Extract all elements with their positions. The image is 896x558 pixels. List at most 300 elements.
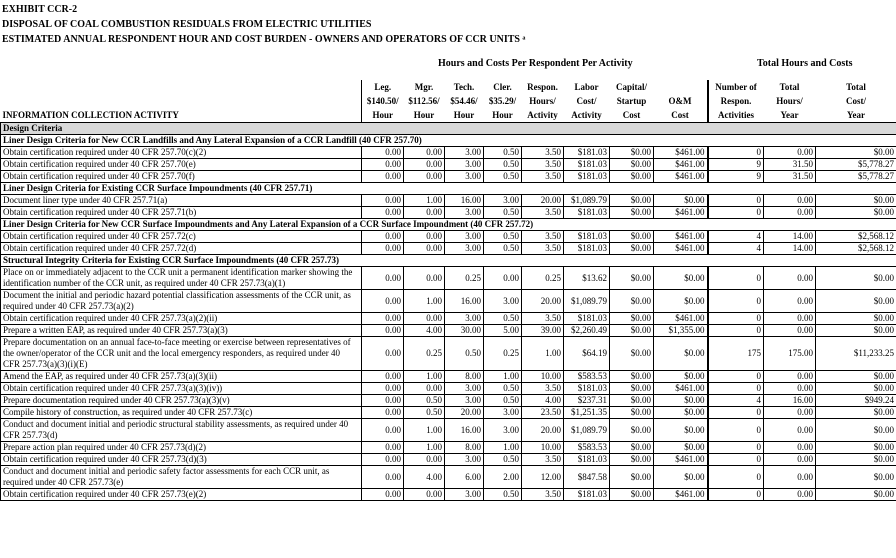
capital-cost-cell: $0.00 <box>610 489 654 501</box>
capital-cost-cell: $0.00 <box>610 267 654 290</box>
respon-hours-cell: 3.50 <box>522 454 564 466</box>
total-cost-cell: $0.00 <box>816 371 896 383</box>
leg-hours-cell: 0.00 <box>362 442 404 454</box>
labor-cost-cell: $181.03 <box>564 489 610 501</box>
leg-hours-cell: 0.00 <box>362 337 404 371</box>
col-tech: Tech. $54.46/ Hour <box>450 82 478 120</box>
total-cost-cell: $2,568.12 <box>816 231 896 243</box>
leg-hours-cell: 0.00 <box>362 454 404 466</box>
cler-hours-cell: 0.25 <box>484 337 522 371</box>
total-hours-cell: 0.00 <box>764 407 816 419</box>
exhibit-header <box>0 0 896 47</box>
tech-hours-cell: 3.00 <box>445 243 484 255</box>
activity-cell: Prepare a written EAP, as required under 40 CFR 257.73(a)(3) <box>1 325 362 337</box>
column-group-headers <box>0 58 896 80</box>
mgr-hours-cell: 0.00 <box>404 147 445 159</box>
col-number-activities: Number of Respon. Activities <box>708 80 764 123</box>
capital-cost-cell: $0.00 <box>610 171 654 183</box>
number-activities-cell: 0 <box>708 442 764 454</box>
tech-hours-cell: 16.00 <box>445 195 484 207</box>
col-activity: INFORMATION COLLECTION ACTIVITY <box>2 110 179 120</box>
activity-cell: Obtain certification required under 40 CFR 257.70(f) <box>1 171 362 183</box>
number-activities-cell: 0 <box>708 489 764 501</box>
tech-hours-cell: 0.50 <box>445 337 484 371</box>
labor-cost-cell: $181.03 <box>564 313 610 325</box>
total-cost-cell: $949.24 <box>816 395 896 407</box>
subsection-header-row <box>1 219 896 231</box>
mgr-hours-cell: 0.00 <box>404 313 445 325</box>
capital-cost-cell: $0.00 <box>610 371 654 383</box>
tech-hours-cell: 3.00 <box>445 231 484 243</box>
section-title: Design Criteria <box>1 123 896 135</box>
number-activities-cell: 0 <box>708 290 764 313</box>
mgr-hours-cell: 0.00 <box>404 171 445 183</box>
om-cost-cell: $0.00 <box>654 290 708 313</box>
subsection-title: Liner Design Criteria for Existing CCR Surface Impoundments (40 CFR 257.71) <box>1 183 896 195</box>
activity-cell: Conduct and document initial and periodic structural stability assessments, as required under 40 CFR 257.73(d) <box>1 419 362 442</box>
tech-hours-cell: 3.00 <box>445 454 484 466</box>
om-cost-cell: $0.00 <box>654 337 708 371</box>
cler-hours-cell: 0.50 <box>484 313 522 325</box>
table-row <box>1 383 896 395</box>
table-row <box>1 231 896 243</box>
respon-hours-cell: 10.00 <box>522 442 564 454</box>
activity-cell: Prepare documentation required under 40 CFR 257.73(a)(3)(v) <box>1 395 362 407</box>
capital-cost-cell: $0.00 <box>610 243 654 255</box>
total-cost-cell: $0.00 <box>816 147 896 159</box>
total-hours-cell: 0.00 <box>764 207 816 219</box>
labor-cost-cell: $583.53 <box>564 442 610 454</box>
table-body <box>1 123 896 501</box>
table-row <box>1 159 896 171</box>
cler-hours-cell: 3.00 <box>484 407 522 419</box>
burden-table <box>0 80 896 501</box>
activity-cell: Obtain certification required under 40 CFR 257.73(d)(3) <box>1 454 362 466</box>
capital-cost-cell: $0.00 <box>610 395 654 407</box>
activity-cell: Conduct and document initial and periodic safety factor assessments for each CCR unit, as required under 40 CFR 257.73(e) <box>1 466 362 489</box>
col-labor-cost: Labor Cost/ Activity <box>571 82 602 120</box>
table-row <box>1 419 896 442</box>
table-row <box>1 489 896 501</box>
activity-cell: Amend the EAP, as required under 40 CFR 257.73(a)(3)(ii) <box>1 371 362 383</box>
activity-cell: Obtain certification required under 40 CFR 257.73(a)(3)(iv)) <box>1 383 362 395</box>
table-row <box>1 337 896 371</box>
activity-cell: Document liner type under 40 CFR 257.71(a) <box>1 195 362 207</box>
table-row <box>1 267 896 290</box>
capital-cost-cell: $0.00 <box>610 407 654 419</box>
subsection-header-row <box>1 135 896 147</box>
tech-hours-cell: 3.00 <box>445 489 484 501</box>
total-cost-cell: $0.00 <box>816 407 896 419</box>
cler-hours-cell: 1.00 <box>484 442 522 454</box>
number-activities-cell: 0 <box>708 454 764 466</box>
capital-cost-cell: $0.00 <box>610 290 654 313</box>
leg-hours-cell: 0.00 <box>362 325 404 337</box>
activity-cell: Obtain certification required under 40 CFR 257.71(b) <box>1 207 362 219</box>
labor-cost-cell: $847.58 <box>564 466 610 489</box>
cler-hours-cell: 0.50 <box>484 243 522 255</box>
cler-hours-cell: 2.00 <box>484 466 522 489</box>
total-cost-cell: $0.00 <box>816 267 896 290</box>
om-cost-cell: $0.00 <box>654 419 708 442</box>
capital-cost-cell: $0.00 <box>610 207 654 219</box>
mgr-hours-cell: 0.00 <box>404 243 445 255</box>
labor-cost-cell: $181.03 <box>564 207 610 219</box>
total-cost-cell: $5,778.27 <box>816 171 896 183</box>
om-cost-cell: $0.00 <box>654 195 708 207</box>
total-hours-cell: 0.00 <box>764 325 816 337</box>
tech-hours-cell: 3.00 <box>445 147 484 159</box>
number-activities-cell: 0 <box>708 466 764 489</box>
total-cost-cell: $0.00 <box>816 313 896 325</box>
leg-hours-cell: 0.00 <box>362 489 404 501</box>
number-activities-cell: 0 <box>708 147 764 159</box>
total-hours-cell: 0.00 <box>764 313 816 325</box>
number-activities-cell: 9 <box>708 171 764 183</box>
om-cost-cell: $1,355.00 <box>654 325 708 337</box>
om-cost-cell: $461.00 <box>654 243 708 255</box>
table-row <box>1 371 896 383</box>
respon-hours-cell: 20.00 <box>522 419 564 442</box>
activity-cell: Obtain certification required under 40 CFR 257.70(e) <box>1 159 362 171</box>
col-om-cost: O&M Cost <box>668 96 692 120</box>
tech-hours-cell: 3.00 <box>445 171 484 183</box>
total-hours-cell: 14.00 <box>764 231 816 243</box>
labor-cost-cell: $1,089.79 <box>564 290 610 313</box>
total-hours-cell: 0.00 <box>764 383 816 395</box>
tech-hours-cell: 20.00 <box>445 407 484 419</box>
total-cost-cell: $2,568.12 <box>816 243 896 255</box>
capital-cost-cell: $0.00 <box>610 466 654 489</box>
number-activities-cell: 9 <box>708 159 764 171</box>
leg-hours-cell: 0.00 <box>362 383 404 395</box>
table-row <box>1 207 896 219</box>
col-mgr: Mgr. $112.56/ Hour <box>408 82 440 120</box>
respon-hours-cell: 3.50 <box>522 231 564 243</box>
table-row <box>1 466 896 489</box>
activity-cell: Obtain certification required under 40 CFR 257.73(e)(2) <box>1 489 362 501</box>
om-cost-cell: $0.00 <box>654 407 708 419</box>
total-cost-cell: $0.00 <box>816 383 896 395</box>
om-cost-cell: $461.00 <box>654 171 708 183</box>
table-row <box>1 313 896 325</box>
cler-hours-cell: 0.50 <box>484 207 522 219</box>
col-total-cost: Total Cost/ Year <box>846 82 866 120</box>
mgr-hours-cell: 1.00 <box>404 442 445 454</box>
leg-hours-cell: 0.00 <box>362 195 404 207</box>
labor-cost-cell: $181.03 <box>564 454 610 466</box>
total-hours-cell: 31.50 <box>764 171 816 183</box>
cler-hours-cell: 0.50 <box>484 231 522 243</box>
cler-hours-cell: 3.00 <box>484 290 522 313</box>
tech-hours-cell: 3.00 <box>445 313 484 325</box>
section-header-row <box>1 123 896 135</box>
number-activities-cell: 0 <box>708 207 764 219</box>
om-cost-cell: $0.00 <box>654 371 708 383</box>
leg-hours-cell: 0.00 <box>362 407 404 419</box>
number-activities-cell: 175 <box>708 337 764 371</box>
total-hours-cell: 0.00 <box>764 454 816 466</box>
labor-cost-cell: $181.03 <box>564 243 610 255</box>
number-activities-cell: 0 <box>708 325 764 337</box>
labor-cost-cell: $1,251.35 <box>564 407 610 419</box>
total-hours-cell: 0.00 <box>764 419 816 442</box>
respon-hours-cell: 3.50 <box>522 313 564 325</box>
mgr-hours-cell: 0.00 <box>404 207 445 219</box>
mgr-hours-cell: 4.00 <box>404 325 445 337</box>
mgr-hours-cell: 1.00 <box>404 290 445 313</box>
exhibit-subtitle: ESTIMATED ANNUAL RESPONDENT HOUR AND COST BURDEN - OWNERS AND OPERATORS OF CCR UNITS ᵃ <box>2 34 526 45</box>
number-activities-cell: 4 <box>708 243 764 255</box>
cler-hours-cell: 0.50 <box>484 395 522 407</box>
activity-cell: Obtain certification required under 40 CFR 257.72(d) <box>1 243 362 255</box>
labor-cost-cell: $1,089.79 <box>564 419 610 442</box>
table-row <box>1 147 896 159</box>
col-leg: Leg. $140.50/ Hour <box>362 80 404 123</box>
activity-cell: Obtain certification required under 40 CFR 257.73(a)(2)(ii) <box>1 313 362 325</box>
capital-cost-cell: $0.00 <box>610 325 654 337</box>
activity-cell: Document the initial and periodic hazard potential classification assessments of the CCR unit, as required under 40 CFR 257.73(a)(2) <box>1 290 362 313</box>
total-hours-cell: 31.50 <box>764 159 816 171</box>
number-activities-cell: 0 <box>708 267 764 290</box>
total-hours-cell: 0.00 <box>764 267 816 290</box>
tech-hours-cell: 3.00 <box>445 207 484 219</box>
labor-cost-cell: $1,089.79 <box>564 195 610 207</box>
respon-hours-cell: 10.00 <box>522 371 564 383</box>
activity-cell: Place on or immediately adjacent to the CCR unit a permanent identification marker showing the identification number of the CCR unit, as required under 40 CFR 257.73(a)(1) <box>1 267 362 290</box>
leg-hours-cell: 0.00 <box>362 466 404 489</box>
capital-cost-cell: $0.00 <box>610 313 654 325</box>
om-cost-cell: $461.00 <box>654 207 708 219</box>
total-hours-cell: 175.00 <box>764 337 816 371</box>
mgr-hours-cell: 1.00 <box>404 195 445 207</box>
column-header-row <box>1 80 896 123</box>
total-hours-cell: 0.00 <box>764 290 816 313</box>
respon-hours-cell: 20.00 <box>522 195 564 207</box>
mgr-hours-cell: 0.00 <box>404 454 445 466</box>
capital-cost-cell: $0.00 <box>610 195 654 207</box>
total-cost-cell: $0.00 <box>816 442 896 454</box>
cler-hours-cell: 0.50 <box>484 383 522 395</box>
om-cost-cell: $0.00 <box>654 442 708 454</box>
total-cost-cell: $0.00 <box>816 325 896 337</box>
total-cost-cell: $0.00 <box>816 419 896 442</box>
number-activities-cell: 0 <box>708 195 764 207</box>
capital-cost-cell: $0.00 <box>610 159 654 171</box>
mgr-hours-cell: 0.00 <box>404 383 445 395</box>
activity-cell: Compile history of construction, as required under 40 CFR 257.73(c) <box>1 407 362 419</box>
capital-cost-cell: $0.00 <box>610 442 654 454</box>
col-cler: Cler. $35.29/ Hour <box>488 82 517 120</box>
cler-hours-cell: 0.50 <box>484 159 522 171</box>
om-cost-cell: $461.00 <box>654 147 708 159</box>
mgr-hours-cell: 0.00 <box>404 489 445 501</box>
leg-hours-cell: 0.00 <box>362 267 404 290</box>
leg-hours-cell: 0.00 <box>362 171 404 183</box>
capital-cost-cell: $0.00 <box>610 454 654 466</box>
total-hours-cell: 0.00 <box>764 371 816 383</box>
total-hours-cell: 0.00 <box>764 442 816 454</box>
table-row <box>1 454 896 466</box>
respon-hours-cell: 4.00 <box>522 395 564 407</box>
table-row <box>1 442 896 454</box>
table-row <box>1 290 896 313</box>
respon-hours-cell: 3.50 <box>522 159 564 171</box>
om-cost-cell: $0.00 <box>654 395 708 407</box>
labor-cost-cell: $583.53 <box>564 371 610 383</box>
om-cost-cell: $0.00 <box>654 466 708 489</box>
labor-cost-cell: $181.03 <box>564 383 610 395</box>
mgr-hours-cell: 0.00 <box>404 267 445 290</box>
cler-hours-cell: 0.50 <box>484 489 522 501</box>
respon-hours-cell: 3.50 <box>522 243 564 255</box>
total-cost-cell: $0.00 <box>816 207 896 219</box>
tech-hours-cell: 6.00 <box>445 466 484 489</box>
total-cost-cell: $0.00 <box>816 290 896 313</box>
total-cost-cell: $5,778.27 <box>816 159 896 171</box>
tech-hours-cell: 0.25 <box>445 267 484 290</box>
om-cost-cell: $461.00 <box>654 383 708 395</box>
capital-cost-cell: $0.00 <box>610 147 654 159</box>
total-cost-cell: $0.00 <box>816 489 896 501</box>
om-cost-cell: $461.00 <box>654 159 708 171</box>
mgr-hours-cell: 0.50 <box>404 407 445 419</box>
subsection-title: Structural Integrity Criteria for Existing CCR Surface Impoundments (40 CFR 257.73) <box>1 255 896 267</box>
number-activities-cell: 0 <box>708 383 764 395</box>
table-row <box>1 395 896 407</box>
total-cost-cell: $11,233.25 <box>816 337 896 371</box>
cler-hours-cell: 5.00 <box>484 325 522 337</box>
total-hours-cell: 16.00 <box>764 395 816 407</box>
tech-hours-cell: 8.00 <box>445 371 484 383</box>
total-group-header: Total Hours and Costs <box>757 58 853 69</box>
mgr-hours-cell: 0.00 <box>404 231 445 243</box>
labor-cost-cell: $13.62 <box>564 267 610 290</box>
labor-cost-cell: $64.19 <box>564 337 610 371</box>
respon-hours-cell: 12.00 <box>522 466 564 489</box>
cler-hours-cell: 3.00 <box>484 195 522 207</box>
leg-hours-cell: 0.00 <box>362 243 404 255</box>
labor-cost-cell: $181.03 <box>564 171 610 183</box>
leg-hours-cell: 0.00 <box>362 371 404 383</box>
cler-hours-cell: 1.00 <box>484 371 522 383</box>
exhibit-number: EXHIBIT CCR-2 <box>2 4 78 15</box>
total-cost-cell: $0.00 <box>816 454 896 466</box>
respon-hours-cell: 20.00 <box>522 290 564 313</box>
table-row <box>1 325 896 337</box>
respon-hours-cell: 3.50 <box>522 383 564 395</box>
leg-hours-cell: 0.00 <box>362 313 404 325</box>
activity-cell: Obtain certification required under 40 CFR 257.72(c) <box>1 231 362 243</box>
total-hours-cell: 14.00 <box>764 243 816 255</box>
col-respon-hours: Respon. Hours/ Activity <box>527 82 558 120</box>
tech-hours-cell: 30.00 <box>445 325 484 337</box>
total-cost-cell: $0.00 <box>816 195 896 207</box>
respon-hours-cell: 23.50 <box>522 407 564 419</box>
tech-hours-cell: 16.00 <box>445 419 484 442</box>
col-total-hours: Total Hours/ Year <box>776 82 803 120</box>
mgr-hours-cell: 0.25 <box>404 337 445 371</box>
tech-hours-cell: 16.00 <box>445 290 484 313</box>
table-row <box>1 243 896 255</box>
labor-cost-cell: $237.31 <box>564 395 610 407</box>
leg-hours-cell: 0.00 <box>362 207 404 219</box>
leg-hours-cell: 0.00 <box>362 419 404 442</box>
capital-cost-cell: $0.00 <box>610 231 654 243</box>
col-capital-cost: Capital/ Startup Cost <box>615 82 647 120</box>
capital-cost-cell: $0.00 <box>610 383 654 395</box>
om-cost-cell: $0.00 <box>654 267 708 290</box>
tech-hours-cell: 3.00 <box>445 395 484 407</box>
leg-hours-cell: 0.00 <box>362 147 404 159</box>
per-respondent-group-header: Hours and Costs Per Respondent Per Activity <box>438 58 633 69</box>
subsection-title: Liner Design Criteria for New CCR Landfills and Any Lateral Expansion of a CCR Landfill (40 CFR 257.70) <box>1 135 896 147</box>
activity-cell: Obtain certification required under 40 CFR 257.70(c)(2) <box>1 147 362 159</box>
respon-hours-cell: 3.50 <box>522 489 564 501</box>
respon-hours-cell: 3.50 <box>522 207 564 219</box>
number-activities-cell: 0 <box>708 371 764 383</box>
number-activities-cell: 0 <box>708 407 764 419</box>
total-cost-cell: $0.00 <box>816 466 896 489</box>
mgr-hours-cell: 0.00 <box>404 159 445 171</box>
number-activities-cell: 0 <box>708 313 764 325</box>
labor-cost-cell: $181.03 <box>564 231 610 243</box>
respon-hours-cell: 1.00 <box>522 337 564 371</box>
exhibit-title: DISPOSAL OF COAL COMBUSTION RESIDUALS FROM ELECTRIC UTILITIES <box>2 19 372 30</box>
labor-cost-cell: $2,260.49 <box>564 325 610 337</box>
total-hours-cell: 0.00 <box>764 195 816 207</box>
respon-hours-cell: 3.50 <box>522 171 564 183</box>
table-row <box>1 195 896 207</box>
om-cost-cell: $461.00 <box>654 231 708 243</box>
respon-hours-cell: 3.50 <box>522 147 564 159</box>
total-hours-cell: 0.00 <box>764 466 816 489</box>
capital-cost-cell: $0.00 <box>610 419 654 442</box>
tech-hours-cell: 3.00 <box>445 159 484 171</box>
labor-cost-cell: $181.03 <box>564 147 610 159</box>
mgr-hours-cell: 4.00 <box>404 466 445 489</box>
number-activities-cell: 0 <box>708 419 764 442</box>
mgr-hours-cell: 0.50 <box>404 395 445 407</box>
leg-hours-cell: 0.00 <box>362 159 404 171</box>
tech-hours-cell: 3.00 <box>445 383 484 395</box>
number-activities-cell: 4 <box>708 231 764 243</box>
total-hours-cell: 0.00 <box>764 489 816 501</box>
om-cost-cell: $461.00 <box>654 313 708 325</box>
subsection-header-row <box>1 255 896 267</box>
cler-hours-cell: 0.50 <box>484 171 522 183</box>
mgr-hours-cell: 1.00 <box>404 371 445 383</box>
cler-hours-cell: 0.50 <box>484 454 522 466</box>
activity-cell: Prepare documentation on an annual face-to-face meeting or exercise between representatives of the owner/operator of the CCR unit and the local emergency responders, as required under 40 CFR 257.73(a)(3)(i)(E) <box>1 337 362 371</box>
capital-cost-cell: $0.00 <box>610 337 654 371</box>
respon-hours-cell: 39.00 <box>522 325 564 337</box>
subsection-header-row <box>1 183 896 195</box>
subsection-title: Liner Design Criteria for New CCR Surface Impoundments and Any Lateral Expansion of a CCR Surface Impoundment (40 CFR 257.72) <box>1 219 896 231</box>
cler-hours-cell: 0.50 <box>484 147 522 159</box>
total-hours-cell: 0.00 <box>764 147 816 159</box>
table-row <box>1 407 896 419</box>
leg-hours-cell: 0.00 <box>362 290 404 313</box>
table-row <box>1 171 896 183</box>
om-cost-cell: $461.00 <box>654 489 708 501</box>
cler-hours-cell: 3.00 <box>484 419 522 442</box>
activity-cell: Prepare action plan required under 40 CFR 257.73(d)(2) <box>1 442 362 454</box>
cler-hours-cell: 0.00 <box>484 267 522 290</box>
respon-hours-cell: 0.25 <box>522 267 564 290</box>
number-activities-cell: 4 <box>708 395 764 407</box>
labor-cost-cell: $181.03 <box>564 159 610 171</box>
